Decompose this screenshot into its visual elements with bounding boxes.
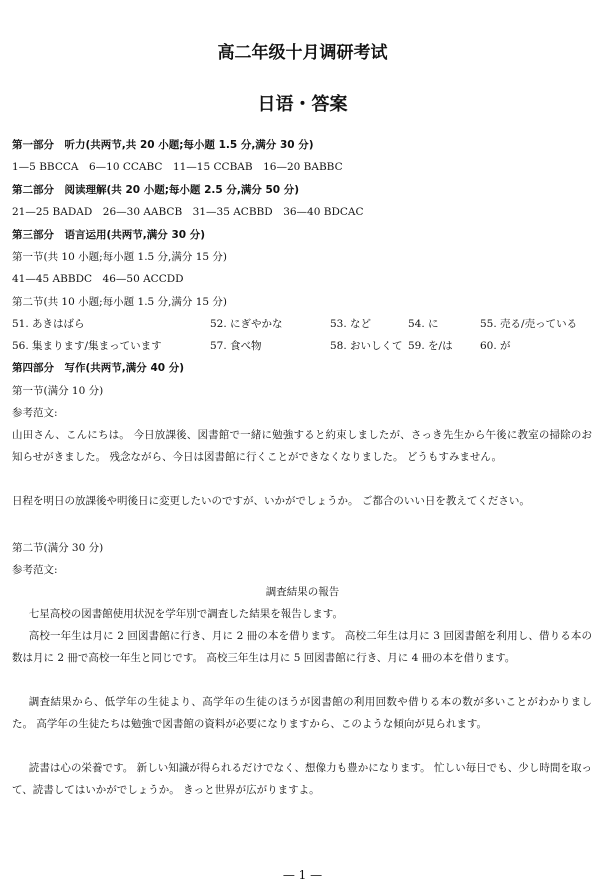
part3-heading: 第三部分 语言运用(共两节,满分 30 分) bbox=[12, 229, 206, 241]
page-number: — 1 — bbox=[282, 868, 323, 882]
part4-section2-heading: 第二节(满分 30 分) bbox=[12, 542, 104, 554]
part4-section1-heading: 第一节(满分 10 分) bbox=[12, 385, 104, 397]
part1-answers: 1—5 BBCCA 6—10 CCABC 11—15 CCBAB 16—20 BABBC bbox=[12, 161, 343, 173]
answer-54: 54. に bbox=[408, 318, 439, 330]
part2-heading: 第二部分 阅读理解(共 20 小题;每小题 2.5 分,满分 50 分) bbox=[12, 184, 300, 196]
answer-51: 51. あきはばら bbox=[12, 318, 85, 330]
answer-58: 58. おいしくて bbox=[330, 340, 403, 352]
answer-52: 52. にぎやかな bbox=[210, 318, 283, 330]
subject-title: 日语・答案 bbox=[257, 94, 348, 115]
answer-53: 53. など bbox=[330, 318, 372, 330]
answer-57: 57. 食べ物 bbox=[210, 340, 262, 352]
exam-title: 高二年级十月调研考试 bbox=[217, 43, 388, 63]
essay2-paragraph-4: 読書は心の栄養です。 新しい知識が得られるだけでなく、想像力も豊かになります。 忙しい毎日でも、少し時間を取って、読書してはいかがでしょうか。 きっと世界が広がりますよ。 bbox=[12, 762, 592, 796]
part1-heading: 第一部分 听力(共两节,共 20 小题;每小题 1.5 分,满分 30 分) bbox=[12, 139, 314, 151]
answer-60: 60. が bbox=[480, 340, 511, 352]
essay2-title: 調査結果の報告 bbox=[265, 586, 340, 598]
model-essay-label-2: 参考范文: bbox=[12, 564, 58, 576]
part2-answers: 21—25 BADAD 26—30 AABCB 31—35 ACBBD 36—40 BDCAC bbox=[12, 206, 364, 218]
answer-56: 56. 集まります/集まっています bbox=[12, 340, 162, 352]
part3-section2-heading: 第二节(共 10 小题;每小题 1.5 分,满分 15 分) bbox=[12, 296, 228, 308]
model-essay-label-1: 参考范文: bbox=[12, 407, 58, 419]
answer-55: 55. 売る/売っている bbox=[480, 318, 578, 330]
essay2-paragraph-3: 調査結果から、低学年の生徒より、高学年の生徒のほうが図書館の利用回数や借りる本の数が多いことがわかりました。 高学年の生徒たちは勉強で図書館の資料が必要になりますから、このような傾向が見られます。 bbox=[12, 696, 592, 730]
part3-section1-heading: 第一节(共 10 小题;每小题 1.5 分,满分 15 分) bbox=[12, 251, 228, 263]
essay2-paragraph-2: 高校一年生は月に 2 回図書館に行き、月に 2 冊の本を借ります。 高校二年生は月に 3 回図書館を利用し、借りる本の数は月に 2 冊で高校一年生と同じです。 高校三年生は月に 5 回図書館に行き、月に 4 冊の本を借ります。 bbox=[12, 630, 592, 664]
answer-59: 59. を/は bbox=[408, 340, 453, 352]
part4-heading: 第四部分 写作(共两节,满分 40 分) bbox=[12, 362, 185, 374]
essay1-paragraph-2: 日程を明日の放課後や明後日に変更したいのですが、いかがでしょうか。 ご都合のいい日を教えてください。 bbox=[12, 495, 530, 507]
essay1-paragraph-1: 山田さん、こんにちは。 今日放課後、図書館で一緒に勉強すると約束しましたが、さっき先生から午後に教室の掃除のお知らせがきました。 残念ながら、今日は図書館に行くことができなくなりました。 どうもすみません。 bbox=[12, 429, 592, 463]
essay2-paragraph-1: 七星高校の図書館使用状況を学年別で調査した結果を報告します。 bbox=[28, 608, 343, 620]
part3-section1-answers: 41—45 ABBDC 46—50 ACCDD bbox=[12, 273, 184, 285]
